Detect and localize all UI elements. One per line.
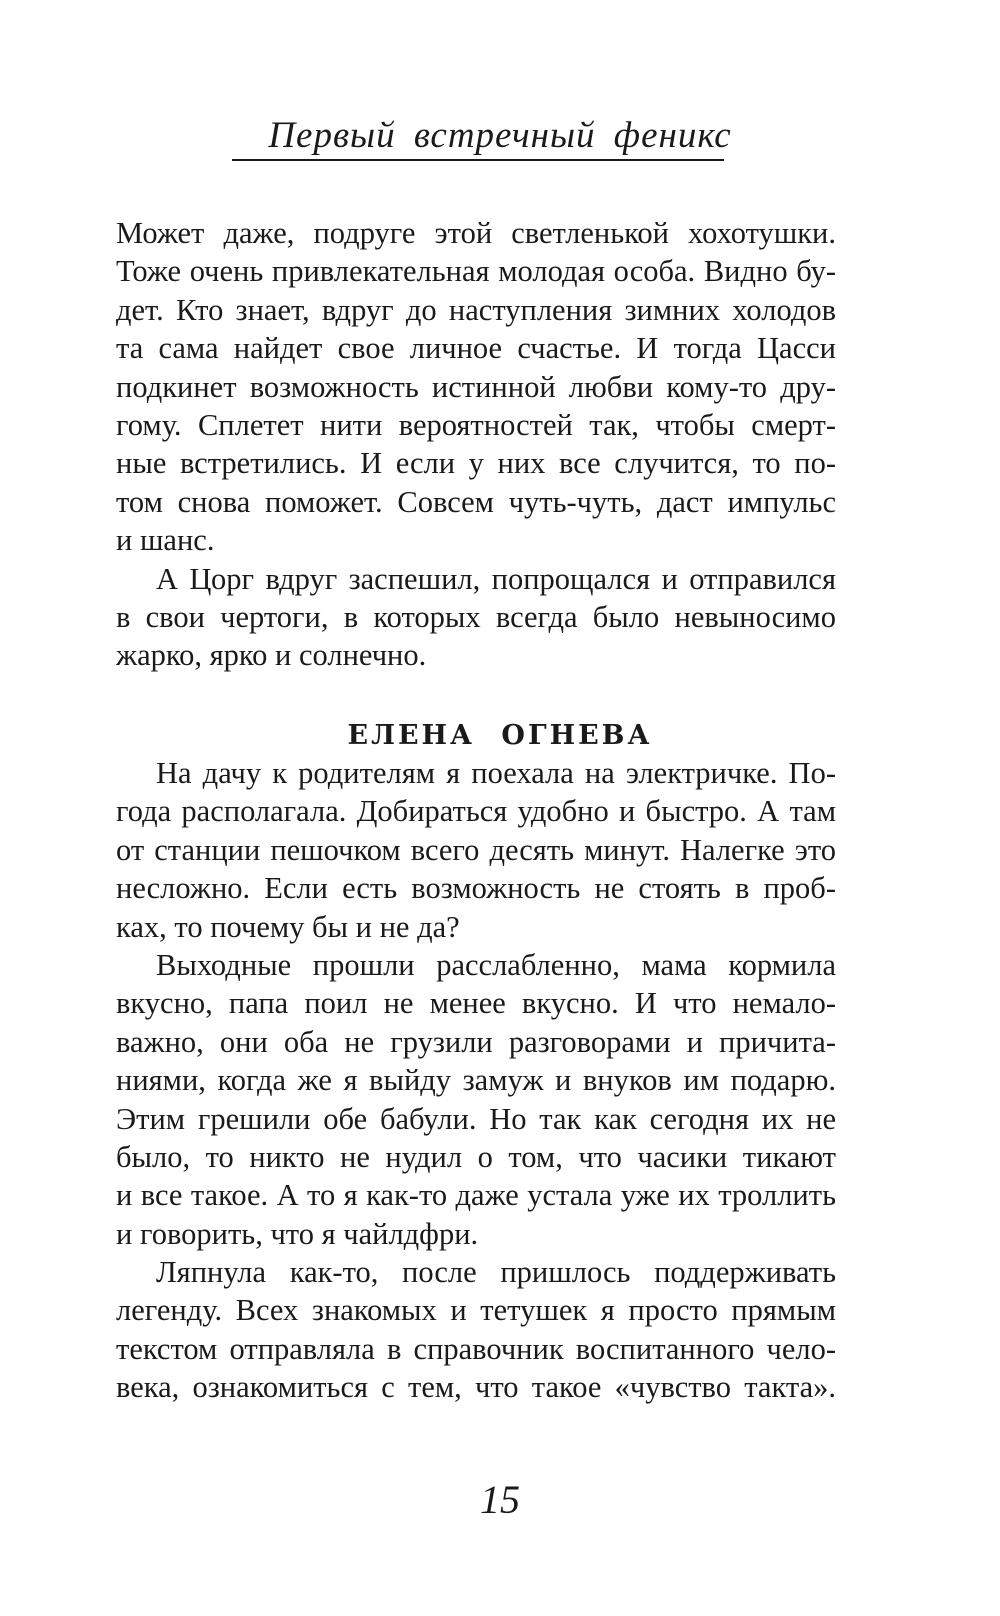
paragraph <box>116 1253 836 1407</box>
text-block-before-chapter <box>116 214 836 675</box>
text-line: в свои чертоги, в которых всегда было невыносимо <box>116 599 836 634</box>
chapter-author-heading: ЕЛЕНА ОГНЕВА <box>347 720 653 751</box>
running-head-title: Первый встречный феникс <box>268 115 732 156</box>
header-rule <box>232 159 724 161</box>
text-line: жарко, ярко и солнечно. <box>116 638 427 673</box>
text-line: важно, они оба не грузили разговорами и причита- <box>116 1024 836 1059</box>
text-line: А Цорг вдруг заспешил, попрощался и отправился <box>156 561 836 596</box>
text-line: легенду. Всех знакомых и тетушек я просто прямым <box>116 1293 836 1328</box>
text-line: ные встретились. И если у них все случится, то по- <box>116 446 836 481</box>
text-line: Выходные прошли расслабленно, мама кормила <box>156 947 836 982</box>
text-line: подкинет возможность истинной любви кому-то дру- <box>116 369 836 404</box>
paragraph <box>116 560 836 675</box>
paragraph <box>116 946 836 1253</box>
text-line: было, то никто не нудил о том, что часики тикают <box>116 1139 836 1174</box>
text-line: века, ознакомиться с тем, что такое «чувство такта». <box>116 1370 836 1405</box>
text-line: и шанс. <box>116 523 215 558</box>
text-line: гому. Сплетет нити вероятностей так, чтобы смерт- <box>116 407 836 442</box>
text-line: и все такое. А то я как-то даже устала уже их троллить <box>116 1178 836 1213</box>
text-line: Тоже очень привлекательная молодая особа. Видно бу- <box>116 254 836 289</box>
text-line: На дачу к родителям я поехала на электричке. По- <box>156 756 836 790</box>
text-line: та сама найдет свое личное счастье. И тогда Цасси <box>116 331 836 366</box>
text-line: ниями, когда же я выйду замуж и внуков им подарю. <box>116 1063 836 1098</box>
text-line: Может даже, подруге этой светленькой хохотушки. <box>116 216 836 250</box>
paragraph <box>116 214 836 560</box>
text-line: несложно. Если есть возможность не стоять в проб- <box>116 871 836 906</box>
text-line: том снова поможет. Совсем чуть-чуть, даст импульс <box>116 484 836 519</box>
text-line: вкусно, папа поил не менее вкусно. И что немало- <box>116 986 836 1021</box>
text-line: Ляпнула как-то, после пришлось поддерживать <box>156 1255 836 1290</box>
text-line: года располагала. Добираться удобно и быстро. А там <box>116 794 836 829</box>
text-line: текстом отправляла в справочник воспитанного чело- <box>116 1331 836 1366</box>
text-line: от станции пешочком всего десять минут. Налегке это <box>116 832 836 867</box>
text-line: дет. Кто знает, вдруг до наступления зимних холодов <box>116 292 836 327</box>
text-block-after-chapter <box>116 754 836 1407</box>
page-number: 15 <box>480 1477 520 1522</box>
text-line: и говорить, что я чайлдфри. <box>116 1216 479 1251</box>
text-line: Этим грешили обе бабули. Но так как сегодня их не <box>116 1101 836 1136</box>
text-line: ках, то почему бы и не да? <box>116 909 460 944</box>
paragraph <box>116 754 836 946</box>
